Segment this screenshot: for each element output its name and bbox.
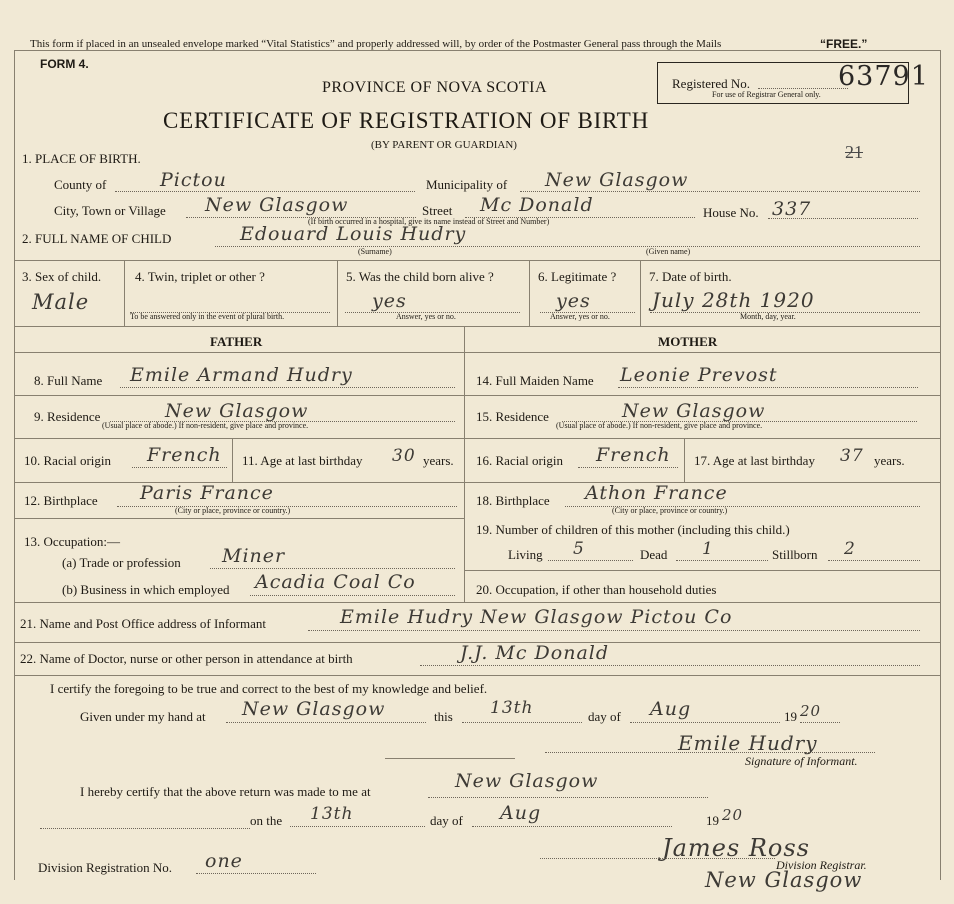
dotted-line	[226, 722, 426, 723]
dotted-line	[578, 467, 678, 468]
registrar-dayof-label: day of	[430, 813, 463, 828]
dotted-line	[290, 826, 425, 827]
registered-note: For use of Registrar General only.	[712, 90, 821, 99]
province-heading: PROVINCE OF NOVA SCOTIA	[322, 79, 548, 96]
doctor-label: 22. Name of Doctor, nurse or other person in attendance at birth	[20, 651, 353, 666]
divider	[529, 260, 530, 326]
informant-value: Emile Hudry New Glasgow Pictou Co	[340, 606, 733, 628]
registrar-year-value: 20	[722, 806, 744, 824]
born-alive-label: 5. Was the child born alive ?	[346, 269, 494, 284]
registrar-month-value: Aug	[500, 802, 542, 824]
divider	[14, 395, 940, 396]
father-residence-note: (Usual place of abode.) If non-resident, give place and province.	[102, 421, 309, 430]
dotted-line	[428, 797, 708, 798]
father-racial-label: 10. Racial origin	[24, 453, 112, 468]
page-title: CERTIFICATE OF REGISTRATION OF BIRTH	[163, 108, 650, 133]
living-label: Living	[508, 547, 543, 562]
dotted-line	[520, 191, 920, 192]
business-value: Acadia Coal Co	[255, 571, 416, 593]
given-year-value: 20	[800, 702, 822, 720]
return-place-value: New Glasgow	[455, 770, 599, 792]
dob-note: Month, day, year.	[740, 312, 796, 321]
mother-occupation-label: 20. Occupation, if other than household duties	[476, 582, 717, 597]
given-day-value: 13th	[490, 698, 534, 718]
trade-value: Miner	[222, 545, 286, 567]
house-value: 337	[772, 198, 812, 220]
division-number-label: Division Registration No.	[38, 860, 172, 875]
father-name-value: Emile Armand Hudry	[130, 364, 353, 386]
municipality-value: New Glasgow	[545, 169, 689, 191]
father-residence-value: New Glasgow	[165, 400, 309, 422]
given-place-value: New Glasgow	[242, 698, 386, 720]
registrar-on-label: on the	[250, 813, 283, 828]
divider	[337, 260, 338, 326]
mother-racial-label: 16. Racial origin	[476, 453, 564, 468]
page-subtitle: (BY PARENT OR GUARDIAN)	[371, 139, 517, 151]
father-heading: FATHER	[210, 334, 263, 349]
dotted-line	[630, 722, 780, 723]
mother-name-value: Leonie Prevost	[620, 364, 778, 386]
given-label: Given under my hand at	[80, 709, 206, 724]
father-residence-label: 9. Residence	[34, 409, 101, 424]
dead-value: 1	[702, 539, 714, 559]
informant-signature-caption: Signature of Informant.	[745, 754, 858, 768]
registered-number-value: 63791	[838, 61, 929, 92]
registrar-day-value: 13th	[310, 804, 354, 824]
child-name-label: 2. FULL NAME OF CHILD	[22, 231, 172, 246]
given-dayof-label: day of	[588, 709, 621, 724]
form-number: FORM 4.	[40, 57, 89, 71]
divider	[385, 758, 515, 759]
living-value: 5	[573, 539, 585, 559]
father-age-unit: years.	[423, 453, 454, 468]
house-label: House No.	[703, 205, 759, 220]
father-racial-value: French	[147, 444, 222, 466]
informant-label: 21. Name and Post Office address of Informant	[20, 616, 266, 631]
given-month-value: Aug	[650, 698, 692, 720]
mother-racial-value: French	[596, 444, 671, 466]
free-notice: “FREE.”	[820, 37, 868, 51]
dotted-line	[40, 828, 250, 829]
born-alive-note: Answer, yes or no.	[396, 312, 456, 321]
divider	[640, 260, 641, 326]
registered-label: Registered No.	[672, 76, 750, 91]
mother-residence-note: (Usual place of abode.) If non-resident, give place and province.	[556, 421, 763, 430]
sex-value: Male	[32, 290, 90, 314]
city-value: New Glasgow	[205, 194, 349, 216]
mail-notice: This form if placed in an unsealed envelope marked “Vital Statistics” and properly addressed will, by order of the Postmaster General pass through the Mails	[30, 38, 722, 50]
dotted-line	[115, 191, 415, 192]
division-number-value: one	[205, 850, 243, 872]
this-label: this	[434, 709, 453, 724]
divider	[14, 602, 940, 603]
trade-label: (a) Trade or profession	[62, 555, 181, 570]
divider	[464, 326, 465, 602]
father-name-label: 8. Full Name	[34, 373, 103, 388]
division-place-value: New Glasgow	[705, 868, 863, 892]
dotted-line	[828, 560, 920, 561]
surname-note: (Surname)	[358, 247, 392, 256]
mother-name-label: 14. Full Maiden Name	[476, 373, 594, 388]
given-year-prefix: 19	[784, 709, 797, 724]
divider	[14, 352, 940, 353]
divider	[684, 438, 685, 482]
dotted-line	[215, 246, 920, 247]
place-of-birth-heading: 1. PLACE OF BIRTH.	[22, 151, 141, 166]
dotted-line	[308, 630, 920, 631]
divider	[14, 50, 940, 51]
street-value: Mc Donald	[480, 194, 594, 216]
certify-text: I certify the foregoing to be true and correct to the best of my knowledge and belief.	[50, 681, 488, 696]
hospital-note: (If birth occurred in a hospital, give its name instead of Street and Number)	[308, 217, 550, 226]
mother-birthplace-label: 18. Birthplace	[476, 493, 550, 508]
dotted-line	[120, 387, 455, 388]
twin-note: To be answered only in the event of plural birth.	[130, 312, 285, 321]
dotted-line	[758, 88, 848, 89]
dead-label: Dead	[640, 547, 668, 562]
mother-age-value: 37	[840, 446, 864, 466]
legitimate-value: yes	[556, 290, 591, 312]
dob-label: 7. Date of birth.	[649, 269, 732, 284]
mother-residence-value: New Glasgow	[622, 400, 766, 422]
county-label: County of	[54, 177, 107, 192]
city-label: City, Town or Village	[54, 203, 166, 218]
dotted-line	[618, 387, 918, 388]
business-label: (b) Business in which employed	[62, 582, 230, 597]
divider	[464, 570, 940, 571]
divider	[14, 50, 15, 880]
county-value: Pictou	[160, 169, 227, 191]
occupation-label: 13. Occupation:—	[24, 534, 121, 549]
registrar-year-prefix: 19	[706, 813, 719, 828]
dotted-line	[420, 665, 920, 666]
divider	[124, 260, 125, 326]
street-label: Street	[422, 203, 453, 218]
stillborn-label: Stillborn	[772, 547, 818, 562]
children-label: 19. Number of children of this mother (including this child.)	[476, 522, 790, 537]
dotted-line	[540, 858, 775, 859]
dotted-line	[472, 826, 672, 827]
divider	[14, 326, 940, 327]
informant-signature: Emile Hudry	[678, 731, 818, 755]
dotted-line	[210, 568, 455, 569]
dotted-line	[676, 560, 768, 561]
father-birthplace-value: Paris France	[140, 482, 274, 504]
sex-label: 3. Sex of child.	[22, 269, 102, 284]
municipality-label: Municipality of	[426, 177, 508, 192]
divider	[14, 438, 940, 439]
dotted-line	[132, 467, 227, 468]
return-text: I hereby certify that the above return was made to me at	[80, 784, 371, 799]
father-age-value: 30	[392, 446, 416, 466]
mother-age-unit: years.	[874, 453, 905, 468]
child-name-value: Edouard Louis Hudry	[240, 223, 467, 245]
doctor-value: J.J. Mc Donald	[460, 642, 610, 664]
mother-age-label: 17. Age at last birthday	[694, 453, 815, 468]
father-age-label: 11. Age at last birthday	[242, 453, 363, 468]
dotted-line	[250, 595, 455, 596]
dotted-line	[800, 722, 840, 723]
divider	[940, 50, 941, 880]
corner-mark: 21	[845, 142, 863, 162]
mother-birthplace-note: (City or place, province or country.)	[612, 506, 728, 515]
born-alive-value: yes	[372, 290, 407, 312]
divider	[232, 438, 233, 482]
divider	[14, 675, 940, 676]
mother-residence-label: 15. Residence	[476, 409, 549, 424]
stillborn-value: 2	[844, 539, 856, 559]
dotted-line	[548, 560, 633, 561]
legitimate-label: 6. Legitimate ?	[538, 269, 617, 284]
dotted-line	[196, 873, 316, 874]
twin-label: 4. Twin, triplet or other ?	[135, 269, 265, 284]
dob-value: July 28th 1920	[652, 288, 815, 312]
registrar-signature: James Ross	[662, 834, 810, 862]
father-birthplace-note: (City or place, province or country.)	[175, 506, 291, 515]
divider	[14, 518, 464, 519]
given-name-note: (Given name)	[646, 247, 691, 256]
dotted-line	[462, 722, 582, 723]
mother-birthplace-value: Athon France	[585, 482, 728, 504]
legitimate-note: Answer, yes or no.	[550, 312, 610, 321]
mother-heading: MOTHER	[658, 334, 718, 349]
father-birthplace-label: 12. Birthplace	[24, 493, 98, 508]
registrar-caption: Division Registrar.	[776, 858, 867, 872]
divider	[14, 260, 940, 261]
